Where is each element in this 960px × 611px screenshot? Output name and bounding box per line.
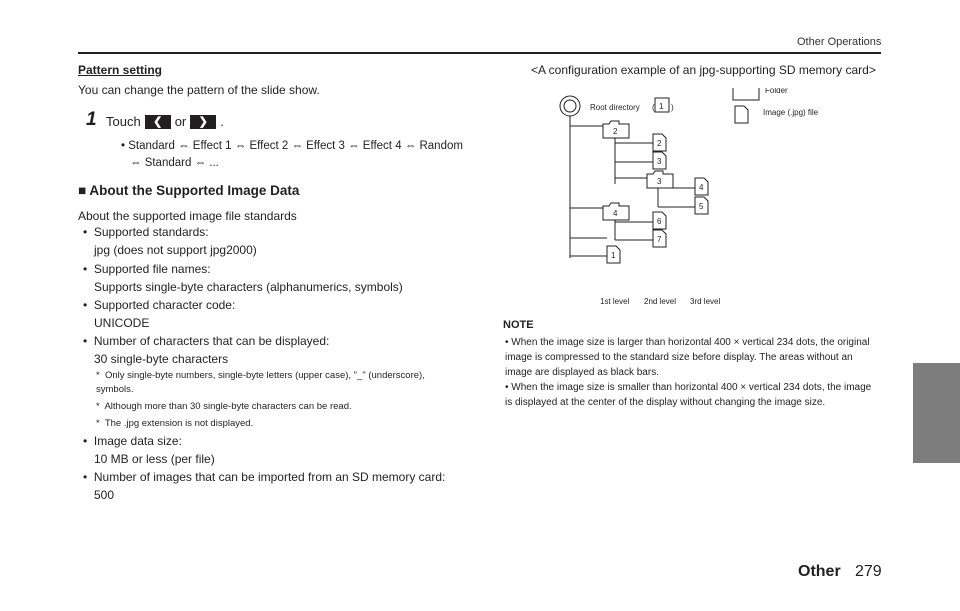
footnote-mark: * [96, 370, 100, 381]
level-label: 3rd level [690, 297, 721, 306]
step-or-label: or [174, 114, 187, 129]
supported-item [83, 296, 235, 332]
bullet-mark: • [505, 382, 509, 393]
step-period: . [220, 114, 224, 129]
legend-image-label: Image (.jpg) file [763, 108, 819, 117]
pattern-setting-heading: Pattern setting [78, 63, 163, 77]
svg-text:): ) [671, 103, 674, 112]
node-label: 5 [699, 202, 704, 211]
node-label: 7 [657, 235, 662, 244]
supported-image-heading: ■ About the Supported Image Data [78, 183, 300, 198]
folder-tree-diagram [555, 88, 845, 313]
node-label: 3 [657, 157, 662, 166]
chevron-right-icon: ❯ [198, 116, 208, 128]
legend-folder-label: Folder [765, 88, 788, 95]
root-directory-label: Root directory [590, 103, 640, 112]
step-touch-label: Touch [106, 114, 141, 129]
footnote-text: The .jpg extension is not displayed. [104, 418, 254, 429]
item-value: jpg (does not support jpg2000) [94, 243, 257, 257]
item-value: Supports single-byte characters (alphanumerics, symbols) [94, 280, 403, 294]
footnote-text: Only single-byte numbers, single-byte letters (upper case), "_" (underscore), symbols. [96, 370, 425, 395]
supported-item [83, 468, 445, 504]
supported-item [83, 332, 329, 368]
legend-folder-icon [733, 88, 759, 100]
legend-image-icon [735, 106, 748, 123]
note-title: NOTE [503, 319, 534, 331]
footnote-text: Although more than 30 single-byte characters can be read. [104, 401, 352, 412]
bullet-mark: • [83, 298, 88, 312]
supported-intro: About the supported image file standards [78, 209, 297, 223]
item-label: Number of images that can be imported from an SD memory card: [93, 470, 446, 484]
section-header: Other Operations [797, 36, 882, 48]
chapter-side-tab [913, 363, 960, 463]
item-value: 500 [94, 488, 115, 502]
step-instruction [106, 114, 224, 129]
node-label: 4 [699, 183, 704, 192]
svg-text:(: ( [652, 103, 655, 112]
item-value: UNICODE [94, 316, 150, 330]
node-label: 6 [657, 217, 662, 226]
note-text: When the image size is smaller than horizontal 400 × vertical 234 dots, the image is displayed at the center of the display without changing the image size. [505, 382, 872, 408]
chapter-label: Other [798, 563, 841, 580]
step-number: 1 [86, 109, 97, 130]
effect-sequence-line-1: • Standard ⇔ Effect 1 ⇔ Effect 2 ⇔ Effect 3 ⇔ Effect 4 ⇔ Random [121, 140, 463, 152]
bullet-mark: • [83, 262, 88, 276]
pattern-intro: You can change the pattern of the slide show. [78, 83, 320, 97]
footnote [96, 400, 352, 414]
node-label: 3 [657, 177, 662, 186]
footnote [96, 369, 426, 397]
bullet-mark: • [83, 334, 88, 348]
footnote-mark: * [96, 401, 100, 412]
node-label: 2 [613, 127, 618, 136]
note-item [505, 380, 875, 410]
item-value: 30 single-byte characters [94, 352, 229, 366]
page-number: 279 [855, 563, 882, 580]
supported-item [83, 223, 257, 259]
node-label: 1 [659, 102, 664, 111]
node-label: 2 [657, 139, 662, 148]
next-button[interactable] [190, 115, 216, 129]
previous-button[interactable] [145, 115, 171, 129]
bullet-mark: • [505, 337, 509, 348]
chevron-left-icon: ❮ [153, 116, 163, 128]
figure-caption: <A configuration example of an jpg-supporting SD memory card> [531, 63, 876, 77]
bullet-mark: • [83, 470, 88, 484]
supported-item [83, 432, 215, 468]
note-text: When the image size is larger than horizontal 400 × vertical 234 dots, the original image is compressed to the standard size before display. The areas without an image are displayed as black bars. [505, 337, 870, 378]
item-label: Number of characters that can be displayed: [93, 334, 330, 348]
level-label: 1st level [600, 297, 630, 306]
bullet-mark: • [83, 225, 88, 239]
item-label: Supported standards: [93, 225, 209, 239]
item-label: Image data size: [93, 434, 182, 448]
item-label: Supported file names: [93, 262, 211, 276]
note-item [505, 335, 875, 380]
header-rule [78, 52, 881, 54]
root-directory-icon [560, 96, 580, 116]
node-label: 1 [611, 251, 616, 260]
bullet-mark: • [83, 434, 88, 448]
footnote-mark: * [96, 418, 100, 429]
supported-item [83, 260, 403, 296]
item-label: Supported character code: [93, 298, 236, 312]
node-label: 4 [613, 209, 618, 218]
item-value: 10 MB or less (per file) [94, 452, 215, 466]
footnote [96, 417, 253, 431]
level-label: 2nd level [644, 297, 677, 306]
effect-sequence-line-2: ⇔ Standard ⇔ ... [130, 157, 219, 169]
